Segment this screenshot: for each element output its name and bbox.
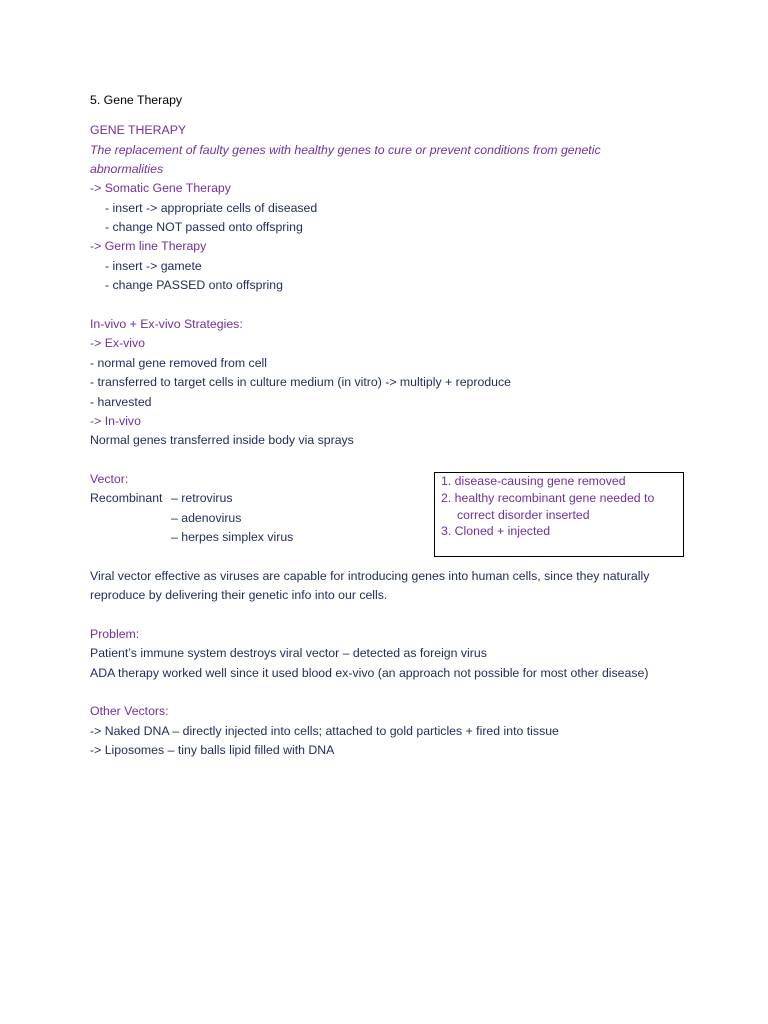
box-step-1: 1. disease-causing gene removed <box>441 474 626 488</box>
other-vectors-line-2: -> Liposomes – tiny balls lipid filled with DNA <box>90 743 335 757</box>
recombinant-label: Recombinant <box>90 491 163 505</box>
exvivo-point-3: - harvested <box>90 395 152 409</box>
exvivo-point-1: - normal gene removed from cell <box>90 356 268 370</box>
box-step-2-line-1: 2. healthy recombinant gene needed to <box>441 491 655 505</box>
invivo-heading: -> In-vivo <box>90 414 141 428</box>
problem-heading: Problem: <box>90 627 140 641</box>
vector-item-herpes: – herpes simplex virus <box>171 530 294 544</box>
exvivo-point-2: - transferred to target cells in culture medium (in vitro) -> multiply + reproduce <box>90 375 511 389</box>
problem-line-1: Patient’s immune system destroys viral vector – detected as foreign virus <box>90 646 487 660</box>
box-step-2-line-2: correct disorder inserted <box>457 508 590 522</box>
germ-point-2: - change PASSED onto offspring <box>105 278 283 292</box>
somatic-heading: -> Somatic Gene Therapy <box>90 181 231 195</box>
vector-item-retrovirus: – retrovirus <box>171 491 233 505</box>
vector-effective-line-1: Viral vector effective as viruses are capable for introducing genes into human cells, since they naturally <box>90 569 650 583</box>
gene-therapy-heading: GENE THERAPY <box>90 123 187 137</box>
definition-line-2: abnormalities <box>90 162 164 176</box>
vector-heading: Vector: <box>90 472 129 486</box>
page-title: 5. Gene Therapy <box>90 93 183 107</box>
exvivo-heading: -> Ex-vivo <box>90 336 146 350</box>
somatic-point-1: - insert -> appropriate cells of diseased <box>105 201 318 215</box>
other-vectors-line-1: -> Naked DNA – directly injected into cells; attached to gold particles + fired into tissue <box>90 724 559 738</box>
strategies-heading: In-vivo + Ex-vivo Strategies: <box>90 317 243 331</box>
somatic-point-2: - change NOT passed onto offspring <box>105 220 303 234</box>
invivo-point-1: Normal genes transferred inside body via sprays <box>90 433 354 447</box>
definition-line-1: The replacement of faulty genes with healthy genes to cure or prevent conditions from genetic <box>90 143 601 157</box>
germ-point-1: - insert -> gamete <box>105 259 202 273</box>
other-vectors-heading: Other Vectors: <box>90 704 169 718</box>
vector-item-adenovirus: – adenovirus <box>171 511 242 525</box>
germ-line-heading: -> Germ line Therapy <box>90 239 207 253</box>
problem-line-2: ADA therapy worked well since it used blood ex-vivo (an approach not possible for most other disease) <box>90 666 649 680</box>
box-step-3: 3. Cloned + injected <box>441 524 551 538</box>
vector-effective-line-2: reproduce by delivering their genetic info into our cells. <box>90 588 388 602</box>
